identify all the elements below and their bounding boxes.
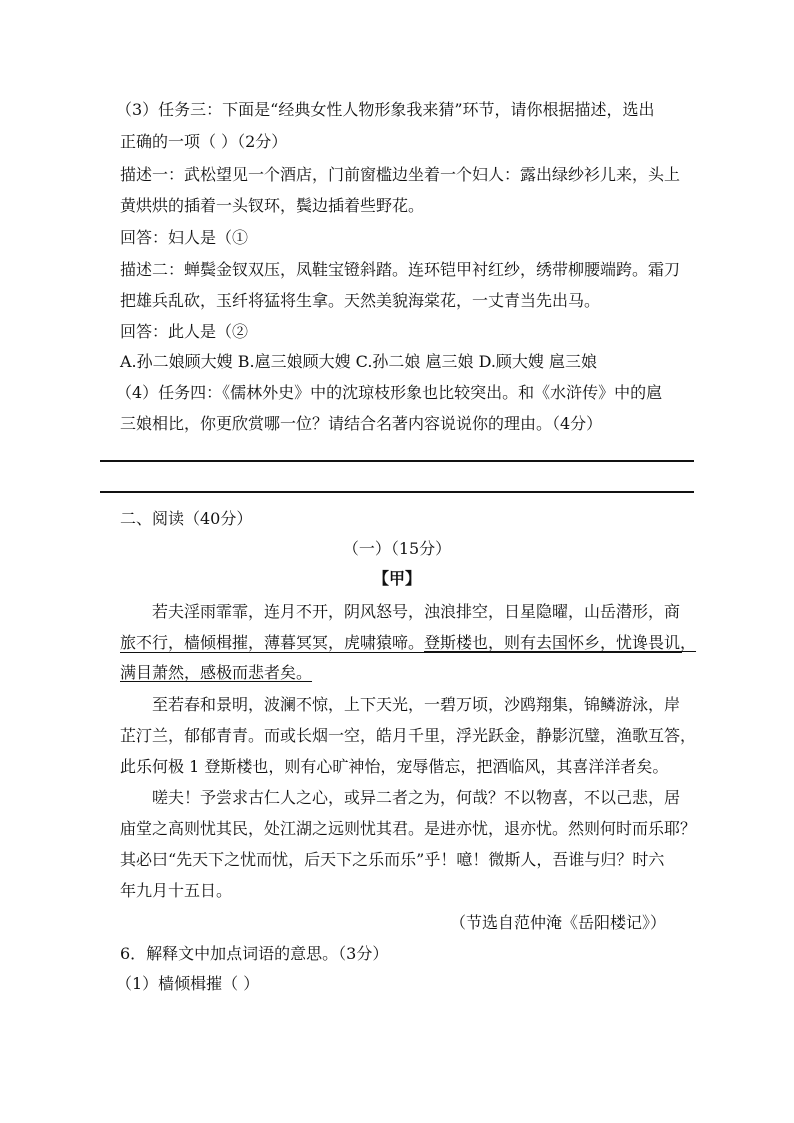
question-6: 6．解释文中加点词语的意思。（3分） xyxy=(120,944,389,963)
passage-p3-b: 庙堂之高则忧其民，处江湖之远则忧其君。是进亦忧，退亦忧。然则何时而乐耶？ xyxy=(120,819,697,838)
passage-p2-b: 芷汀兰，郁郁青青。而或长烟一空，皓月千里，浮光跃金，静影沉璧，渔歌互答， xyxy=(120,726,697,745)
underline-extension xyxy=(120,652,682,653)
task3-line1: （3）任务三：下面是“经典女性人物形象我来猜”环节，请你根据描述，选出 xyxy=(116,100,655,119)
passage-p3-d: 年九月十五日。 xyxy=(120,881,233,900)
passage-p1-c-underlined: 满目萧然，感极而悲者矣。 xyxy=(120,663,313,682)
task3-desc1-a: 描述一：武松望见一个酒店，门前窗槛边坐着一个妇人：露出绿纱衫儿来，头上 xyxy=(120,165,681,184)
passage-p3-a: 嗟夫！予尝求古仁人之心，或异二者之为，何哉？不以物喜，不以己悲，居 xyxy=(152,788,681,807)
task3-desc2-b: 把雄兵乱砍，玉纤将猛将生拿。天然美貌海棠花，一丈青当先出马。 xyxy=(120,291,601,310)
task3-line2: 正确的一项（ ）（2分） xyxy=(120,132,288,151)
task3-options: A.孙二娘顾大嫂 B.扈三娘顾大嫂 C.孙二娘 扈三娘 D.顾大嫂 扈三娘 xyxy=(120,352,598,371)
passage-p1-b-plain: 旅不行，樯倾楫摧，薄暮冥冥，虎啸猿啼。 xyxy=(120,633,425,652)
passage-p3-c: 其必曰“先天下之忧而忧，后天下之乐而乐”乎！噫！微斯人，吾谁与归？时六 xyxy=(120,850,665,869)
passage-p2-c: 此乐何极 1 登斯楼也，则有心旷神怡，宠辱偕忘，把酒临风，其喜洋洋者矣。 xyxy=(120,757,669,776)
task3-desc1-b: 黄烘烘的插着一头钗环，鬓边插着些野花。 xyxy=(120,196,425,215)
task4-line2: 三娘相比，你更欣赏哪一位？请结合名著内容说说你的理由。（4分） xyxy=(120,414,603,433)
task3-answer1: 回答：妇人是（① xyxy=(120,228,249,247)
passage-p1-c xyxy=(120,661,312,685)
passage-p1-a: 若夫淫雨霏霏，连月不开，阴风怒号，浊浪排空，日星隐曜，山岳潜形，商 xyxy=(152,602,681,621)
passage-p1-b-underlined: 登斯楼也，则有去国怀乡，忧谗畏讥， xyxy=(424,633,697,652)
section2-heading: 二、阅读（40分） xyxy=(120,509,253,528)
task4-line1: （4）任务四：《儒林外史》中的沈琼枝形象也比较突出。和《水浒传》中的扈 xyxy=(116,383,663,402)
answer-rule-2 xyxy=(100,491,694,493)
task3-desc2-a: 描述二：蝉鬓金钗双压，凤鞋宝镫斜踏。连环铠甲衬红纱，绣带柳腰端跨。霜刀 xyxy=(120,260,681,279)
answer-rule-1 xyxy=(100,460,694,462)
task3-answer2: 回答：此人是（② xyxy=(120,322,249,341)
passage-p2-a: 至若春和景明，波澜不惊，上下天光，一碧万顷，沙鸥翔集，锦鳞游泳，岸 xyxy=(152,695,681,714)
question-6-item-1: （1）樯倾楫摧（ ） xyxy=(116,974,260,993)
passage-jia-label: 【甲】 xyxy=(372,569,421,588)
section2-subheading: （一）（15分） xyxy=(342,539,452,558)
passage-source: （节选自范仲淹《岳阳楼记》） xyxy=(449,913,666,932)
